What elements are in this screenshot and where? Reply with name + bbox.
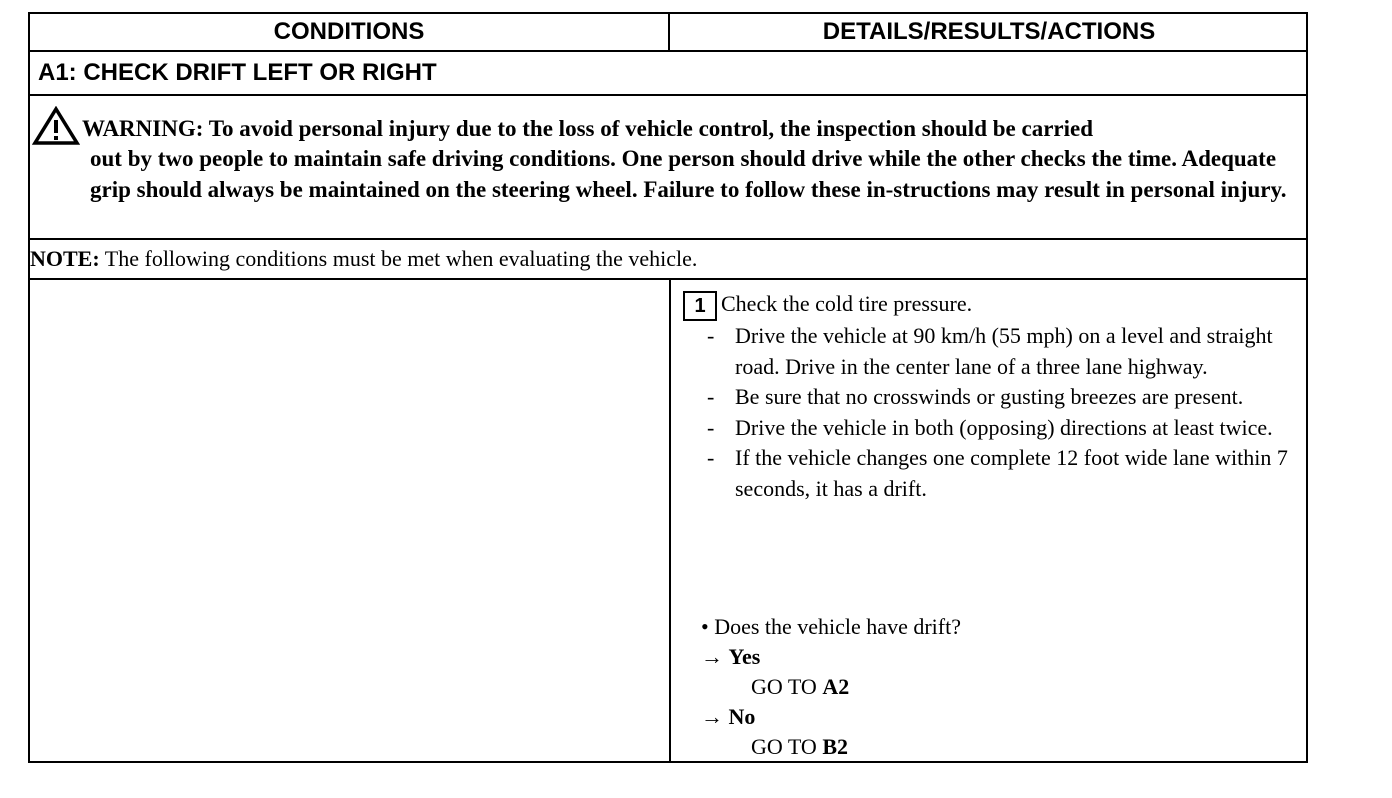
list-item: - If the vehicle changes one complete 12 foot wide lane within 7 seconds, it has a drift.	[707, 445, 1288, 501]
diagnostic-table	[28, 12, 1308, 763]
bullet-text: Drive the vehicle in both (opposing) directions at least twice.	[735, 414, 1273, 440]
warning-triangle-icon	[32, 106, 80, 146]
warning-box	[30, 96, 1306, 240]
answer-no: → No	[701, 704, 756, 729]
list-item: - Drive the vehicle in both (opposing) directions at least twice.	[707, 414, 1273, 440]
answer-no-label: No	[728, 704, 756, 729]
section-title: A1: CHECK DRIFT LEFT OR RIGHT	[30, 52, 1306, 96]
list-item: - Drive the vehicle at 90 km/h (55 mph) on a level and straight road. Drive in the center lane of a three lane highway.	[707, 323, 1273, 379]
warning-text-first: To avoid personal injury due to the loss of vehicle control, the inspection should be carried	[208, 116, 1093, 141]
note-text: The following conditions must be met when evaluating the vehicle.	[99, 246, 698, 271]
details-column-header: DETAILS/RESULTS/ACTIONS	[822, 18, 1156, 45]
details-cell	[671, 280, 1308, 763]
step-line	[683, 289, 972, 321]
bullet-text: If the vehicle changes one complete 12 foot wide lane within 7 seconds, it has a drift.	[735, 445, 1288, 501]
answer-yes-label: Yes	[728, 644, 761, 669]
goto-target: A2	[822, 674, 850, 699]
goto-prefix: GO TO	[751, 674, 823, 699]
warning-text-rest: out by two people to maintain safe driving conditions. One person should drive while the other checks the time. Adequate grip should always be maintained on the steering wheel. Failure to follow these in-structions may result in personal injury.	[90, 146, 1287, 202]
answer-yes: → Yes	[701, 644, 761, 669]
step-text: Check the cold tire pressure.	[721, 291, 973, 316]
goto-target: B2	[822, 734, 848, 759]
conditions-column-header: CONDITIONS	[30, 14, 670, 50]
warning-label: WARNING:	[82, 116, 204, 141]
bullet-text: Drive the vehicle at 90 km/h (55 mph) on a level and straight road. Drive in the center lane of a three lane highway.	[735, 323, 1273, 379]
goto-b2-link[interactable]	[751, 732, 848, 763]
step-number: 1	[683, 291, 717, 321]
note-label: NOTE:	[30, 246, 100, 271]
goto-a2-link[interactable]	[751, 672, 849, 703]
list-item: - Be sure that no crosswinds or gusting breezes are present.	[707, 384, 1244, 409]
warning-first-line	[82, 114, 1093, 145]
conditions-cell	[30, 280, 671, 763]
table-header	[30, 14, 1306, 52]
note-row	[30, 240, 1306, 280]
question: • Does the vehicle have drift?	[701, 614, 961, 639]
bullet-text: Be sure that no crosswinds or gusting breezes are present.	[735, 384, 1244, 409]
bullet-list	[707, 321, 1297, 504]
goto-prefix: GO TO	[751, 734, 823, 759]
